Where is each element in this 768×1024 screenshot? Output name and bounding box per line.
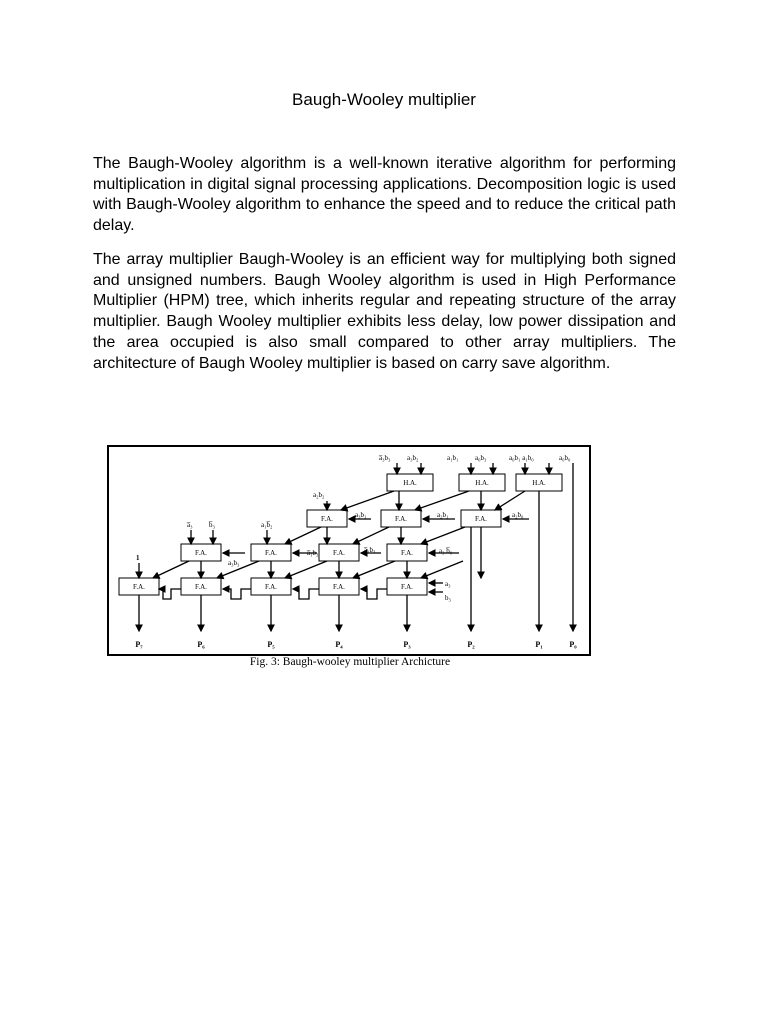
output-label: P₂ [467, 640, 475, 649]
cell-label: F.A. [401, 549, 413, 557]
cell-label: F.A. [401, 583, 413, 591]
input-label: a₃b₂ [407, 454, 419, 462]
output-label: P₄ [335, 640, 343, 649]
output-label: P₅ [267, 640, 275, 649]
input-label: b₃ [445, 594, 451, 602]
output-label: P₃ [403, 640, 411, 649]
figure-caption-wrapper [0, 656, 700, 668]
cell-label: F.A. [133, 583, 145, 591]
input-label: a₀b₀ [559, 454, 571, 462]
input-label: a₃ b̅₀ [439, 547, 453, 555]
document-title: Baugh-Wooley multiplier [292, 90, 476, 109]
input-label: a₂b₂ [313, 491, 325, 499]
input-label: a₂b₁ [437, 511, 449, 519]
output-label: P₁ [535, 640, 543, 649]
cell-label: F.A. [265, 549, 277, 557]
cell-label: H.A. [532, 479, 546, 487]
cell-label: F.A. [195, 583, 207, 591]
input-label: a₁b₁ [447, 454, 459, 462]
input-label: b̅₃ [209, 521, 215, 529]
cell-label: F.A. [333, 549, 345, 557]
cell-label: F.A. [395, 515, 407, 523]
cell-label: F.A. [333, 583, 345, 591]
cell-label: F.A. [195, 549, 207, 557]
figure-baugh-wooley-diagram [107, 445, 591, 656]
output-label: P₇ [135, 640, 143, 649]
cell-label: H.A. [475, 479, 489, 487]
input-label: a̅₃b₃ [379, 454, 391, 462]
cell-label: F.A. [265, 583, 277, 591]
input-label: a₃b₁ [355, 511, 367, 519]
input-label: a₂b₀ [512, 511, 524, 519]
input-label: a₁b̅₂ [261, 521, 273, 529]
figure-caption: Fig. 3: Baugh-wooley multiplier Archicture [249, 656, 451, 668]
output-label: P₀ [569, 640, 577, 649]
cell-label: F.A. [321, 515, 333, 523]
paragraph-architecture: The array multiplier Baugh-Wooley is an efficient way for multiplying both signed and unsigned numbers. Baugh Wooley algorithm is used in High Performance Multiplier (HPM) tree, which inherits regular and repeating structure of the array multiplier. Baugh Wooley multiplier exhibits less delay, low power dissipation and the area occupied is also small compared to other array multipliers. The architecture of Baugh Wooley multiplier is based on carry save algorithm. [93, 251, 676, 372]
input-label: a₀b₁ a₁b₀ [509, 454, 534, 462]
input-label: a̅₁b₃ [364, 546, 376, 554]
input-label: a₀b₃ [475, 454, 487, 462]
cell-label: H.A. [403, 479, 417, 487]
output-label: P₆ [197, 640, 205, 649]
paragraph-intro: The Baugh-Wooley algorithm is a well-known iterative algorithm for performing multiplication in digital signal processing applications. Decomposition logic is used with Baugh-Wooley algorithm to enhance the speed and to reduce the critical path delay. [93, 155, 676, 235]
input-label: a̅₁b₃ [307, 549, 319, 557]
input-label: a₃b₃ [228, 559, 240, 567]
input-label: 1 [136, 554, 140, 562]
cell-label: F.A. [475, 515, 487, 523]
input-label: a̅₃ [187, 521, 193, 529]
input-label: a₃ [445, 580, 451, 588]
